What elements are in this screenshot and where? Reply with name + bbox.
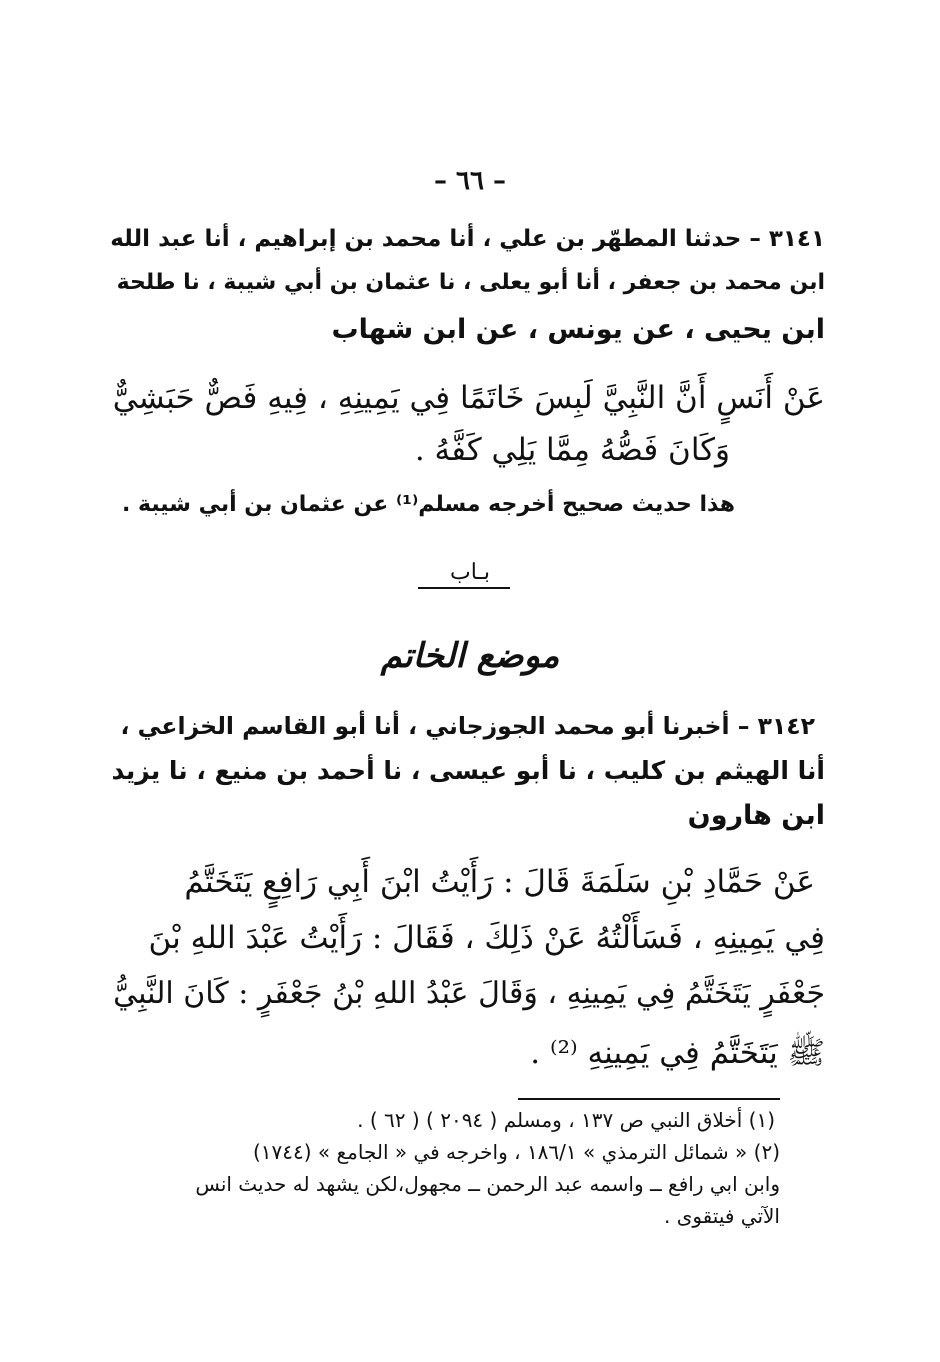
hadith-3142-matn-line-2: فِي يَمِينِهِ ، فَسَأَلْتُهُ عَنْ ذَلِكَ ، فَقَالَ : رَأَيْتُ عَبْدَ اللهِ بْنَ bbox=[148, 920, 825, 956]
footnote-separator bbox=[518, 1098, 780, 1100]
footnote-2-line-3: الآتي فيتقوى . bbox=[663, 1204, 780, 1228]
chapter-title: موضع الخاتم bbox=[380, 636, 560, 676]
footnote-1: (١) أخلاق النبي ص ١٣٧ ، ومسلم ( ٢٠٩٤ ) ( ٦٢ ) . bbox=[357, 1108, 775, 1132]
hadith-3142-matn-line-3: جَعْفَرٍ يَتَخَتَّمُ فِي يَمِينِهِ ، وَقَالَ عَبْدُ اللهِ بْنُ جَعْفَرٍ : كَانَ النَّبِيُّ bbox=[113, 976, 825, 1011]
hadith-3142-matn-line-4: ﷺ يَتَخَتَّمُ فِي يَمِينِهِ ⁽²⁾ . bbox=[530, 1035, 825, 1071]
hadith-3141-isnad-line-2: ابن محمد بن جعفر ، أنا أبو يعلى ، نا عثمان بن أبي شيبة ، نا طلحة bbox=[116, 270, 825, 295]
hadith-3142-isnad-line-3: ابن هارون bbox=[687, 800, 825, 831]
hadith-3141-matn-line-2: وَكَانَ فَصُّهُ مِمَّا يَلِي كَفَّهُ . bbox=[414, 432, 730, 468]
hadith-3141-grading: هذا حديث صحيح أخرجه مسلم⁽¹⁾ عن عثمان بن أبي شيبة . bbox=[121, 492, 735, 517]
hadith-3141-isnad-line-1: ٣١٤١ – حدثنا المطهّر بن علي ، أنا محمد بن إبراهيم ، أنا عبد الله bbox=[110, 226, 825, 252]
hadith-3142-matn-line-1: عَنْ حَمَّادِ بْنِ سَلَمَةَ قَالَ : رَأَيْتُ ابْنَ أَبِي رَافِعٍ يَتَخَتَّمُ bbox=[184, 864, 815, 900]
hadith-3141-isnad-line-3: ابن يحيى ، عن يونس ، عن ابن شهاب bbox=[331, 314, 825, 345]
footnote-2-line-1: (٢) « شمائل الترمذي » ١٨٦/١ ، واخرجه في « الجامع » (١٧٤٤) bbox=[252, 1140, 780, 1164]
hadith-3142-isnad-line-2: أنا الهيثم بن كليب ، نا أبو عيسى ، نا أحمد بن منيع ، نا يزيد bbox=[111, 756, 825, 785]
hadith-3142-isnad-line-1: ٣١٤٢ – أخبرنا أبو محمد الجوزجاني ، أنا أبو القاسم الخزاعي ، bbox=[120, 712, 815, 740]
bab-underline bbox=[418, 587, 510, 589]
footnote-2-line-2: وابن ابي رافع ــ واسمه عبد الرحمن ــ مجهول،لكن يشهد له حديث انس bbox=[195, 1172, 780, 1196]
page-number: – ٦٦ – bbox=[433, 166, 507, 196]
hadith-3141-matn-line-1: عَنْ أَنَسٍ أَنَّ النَّبِيَّ لَبِسَ خَاتَمًا فِي يَمِينِهِ ، فِيهِ فَصٌّ حَبَشِيٌّ bbox=[112, 380, 825, 416]
bab-heading: بـاب bbox=[450, 560, 490, 585]
